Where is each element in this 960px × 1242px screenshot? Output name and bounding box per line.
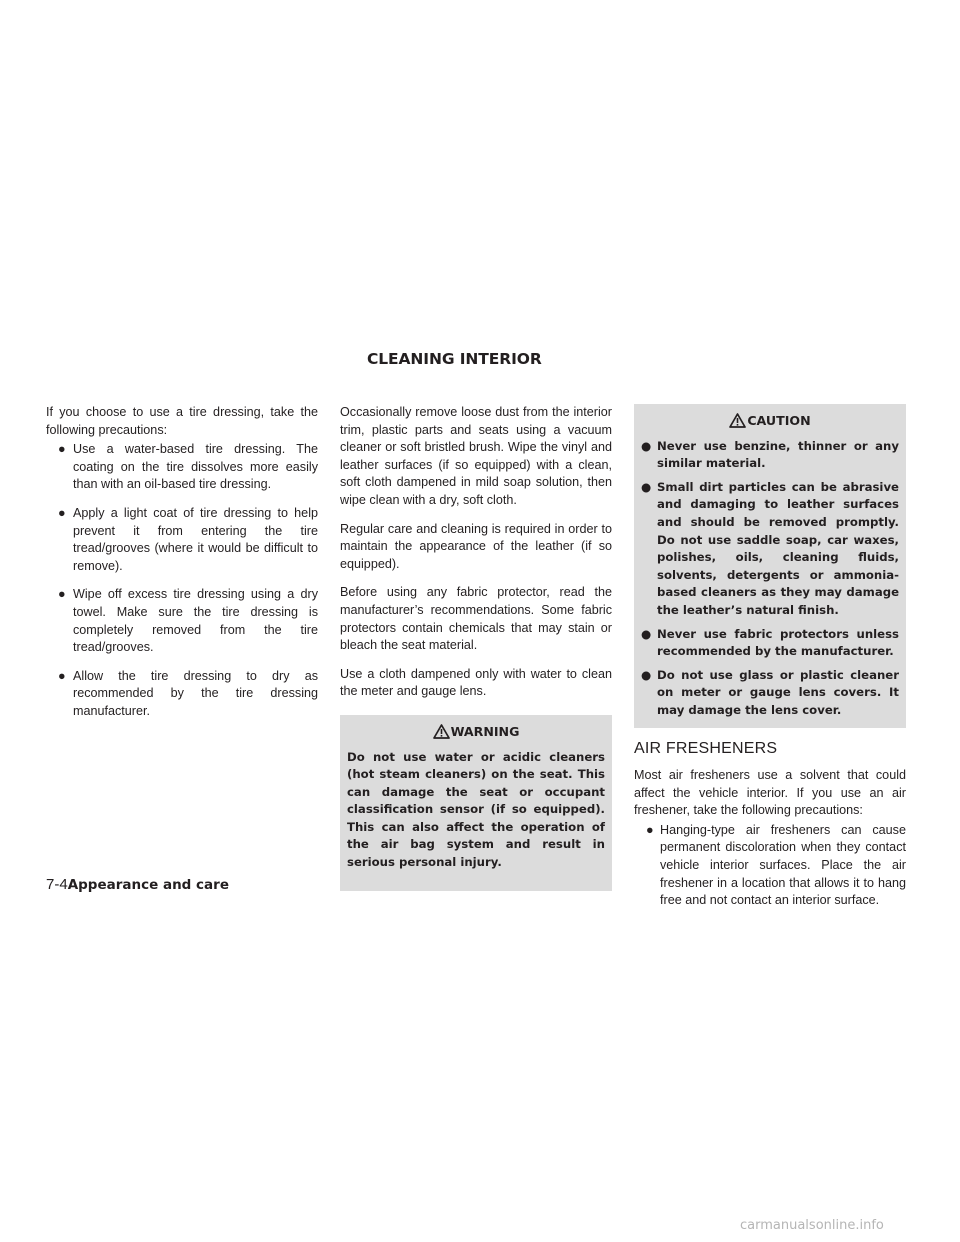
bullet-icon: ● <box>641 438 652 453</box>
list-item: ● Hanging-type air fresheners can cause permanent discoloration when they contact vehicle interior surfaces. Place the air freshener in a location that allows it to hang free and not contact an interior surface. <box>646 822 906 908</box>
paragraph: Use a cloth dampened only with water to clean the meter and gauge lens. <box>340 666 612 699</box>
caution-icon <box>729 413 746 428</box>
bullet-icon: ● <box>641 479 652 494</box>
list-item: ● Do not use glass or plastic cleaner on meter or gauge lens covers. It may damage the lens cover. <box>641 667 899 717</box>
warning-box <box>340 715 612 891</box>
page-number: 7-4 <box>46 876 68 893</box>
caution-box <box>634 404 906 728</box>
chapter-title: Appearance and care <box>67 877 229 893</box>
column-middle <box>340 404 612 903</box>
paragraph: Most air fresheners use a solvent that could affect the vehicle interior. If you use an air freshener, take the following precautions: <box>634 768 906 818</box>
paragraph: Occasionally remove loose dust from the interior trim, plastic parts and seats using a vacuum cleaner or soft bristled brush. Wipe the vinyl and leather surfaces (if so equipped) with a clean, soft cloth dampened in mild soap solution, then wipe clean with a dry, soft cloth. <box>340 405 612 507</box>
column-left <box>46 404 318 732</box>
intro-paragraph: If you choose to use a tire dressing, take the following precautions: <box>46 405 318 437</box>
caution-label: CAUTION <box>747 413 811 428</box>
paragraph: Regular care and cleaning is required in order to maintain the appearance of the leather (if so equipped). <box>340 521 612 571</box>
list-item: ● Never use fabric protectors unless recommended by the manufacturer. <box>641 626 899 659</box>
bullet-icon: ● <box>58 505 66 520</box>
watermark[interactable]: carmanualsonline.info <box>740 1218 884 1233</box>
tire-dressing-list <box>46 441 318 720</box>
caution-list <box>641 438 899 720</box>
list-item: ● Apply a light coat of tire dressing to help prevent it from entering the tire tread/grooves (where it would be difficult to remove). <box>58 505 318 573</box>
paragraph: Before using any fabric protector, read the manufacturer’s recommendations. Some fabric protectors contain chemicals that may stain or bleach the seat material. <box>340 585 612 653</box>
bullet-icon: ● <box>58 668 66 683</box>
warning-text: Do not use water or acidic cleaners (hot steam cleaners) on the seat. This can damage the seat or occupant classification sensor (if so equipped). This can also affect the operation of the air bag system and result in serious personal injury. <box>347 749 605 870</box>
list-item: ● Allow the tire dressing to dry as recommended by the tire dressing manufacturer. <box>58 668 318 718</box>
warning-header <box>347 723 605 741</box>
bullet-icon: ● <box>58 442 66 457</box>
warning-label: WARNING <box>450 723 520 739</box>
section-title: CLEANING INTERIOR <box>367 350 542 368</box>
bullet-icon: ● <box>641 667 652 682</box>
list-item: ● Small dirt particles can be abrasive and damaging to leather surfaces and should be removed promptly. Do not use saddle soap, car waxes, polishes, oils, cleaning fluids, solvents, detergents or ammonia-based cleaners as they may damage the leather’s natural finish. <box>641 479 899 617</box>
list-item: ● Wipe off excess tire dressing using a dry towel. Make sure the tire dressing is completely removed from the tire tread/grooves. <box>58 587 318 655</box>
list-item: ● Never use benzine, thinner or any similar material. <box>641 438 899 471</box>
column-right <box>634 404 906 921</box>
page-footer <box>46 876 229 893</box>
caution-header <box>641 412 899 430</box>
warning-icon <box>433 724 450 739</box>
bullet-icon: ● <box>58 587 66 602</box>
air-fresheners-heading: AIR FRESHENERS <box>634 739 778 757</box>
air-freshener-list <box>634 822 906 910</box>
bullet-icon: ● <box>646 822 654 837</box>
list-item: ● Use a water-based tire dressing. The coating on the tire dissolves more easily than with an oil-based tire dressing. <box>58 442 318 492</box>
bullet-icon: ● <box>641 626 652 641</box>
